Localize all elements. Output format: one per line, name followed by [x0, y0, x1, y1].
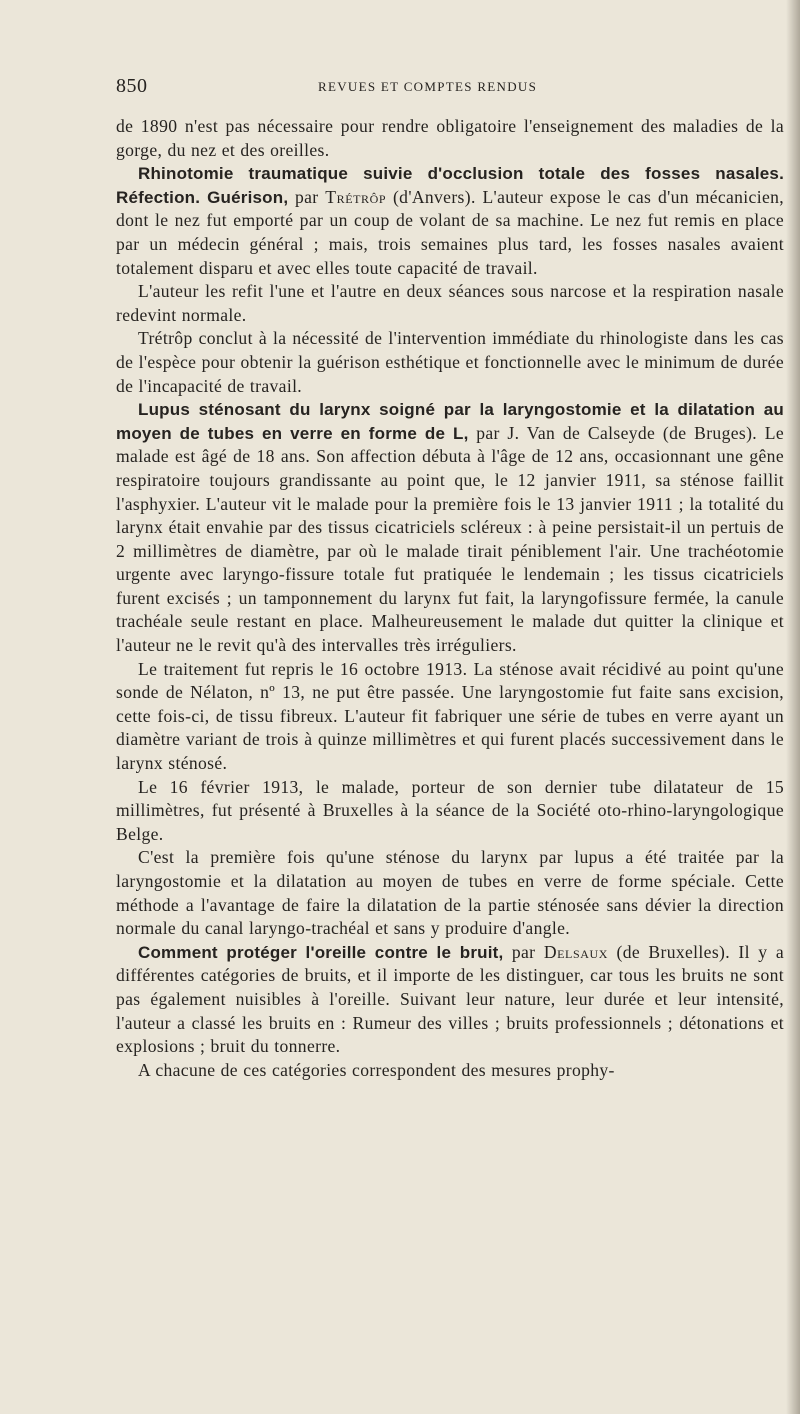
- page-number: 850: [116, 75, 148, 97]
- paragraph: A chacune de ces catégories correspondent des mesures prophy-: [138, 1059, 615, 1080]
- article-heading: Comment protéger l'oreille contre le bruit,: [138, 942, 504, 962]
- paragraph: Le traitement fut repris le 16 octobre 1913. La sténose avait récidivé au point qu'une sonde de Nélaton, nº 13, ne put être passée. Une laryngostomie fut faite sans excision, cette fois-ci, de tissu fibreux. L'auteur fit fabriquer une série de tubes en verre ayant un diamètre variant de trois à quinze millimètres et qui furent placés successivement dans le larynx sténosé.: [116, 658, 784, 774]
- running-head: [116, 74, 784, 98]
- paragraph: Trétrôp conclut à la nécessité de l'intervention immédiate du rhinologiste dans les cas de l'espèce pour obtenir la guérison esthétique et fonctionnelle avec le minimum de durée de l'incapacité de travail.: [116, 328, 784, 396]
- running-title: REVUES ET COMPTES RENDUS: [318, 79, 538, 94]
- paragraph: C'est la première fois qu'une sténose du larynx par lupus a été traitée par la laryngostomie et la dilatation au moyen de tubes en verre de forme spéciale. Cette méthode a l'avantage de faire la dilatation de la partie sténosée sans dévier la direction normale du canal laryngo-trachéal et sans y produire d'angle.: [116, 847, 784, 939]
- paragraph-lupus: Lupus sténosant du larynx soigné par la laryngostomie et la dilatation au moyen de tubes en verre en forme de L, par J. Van de Calseyde (de Bruges). Le malade est âgé de 18 ans. Son affection débuta à l'âge de 12 ans, occasionnant une gêne respiratoire toujours grandissante au point que, le 12 janvier 1911, sa sténose faillit l'asphyxier. L'auteur vit le malade pour la première fois le 13 janvier 1911 ; la totalité du larynx était envahie par des tissus cicatriciels scléreux : à peine persistait-il un pertuis de 2 millimètres de diamètre, par où le malade tirait péniblement l'air. Une trachéotomie urgente avec laryngo-fissure totale fut pratiquée le lendemain ; les tissus cicatriciels furent excisés ; un tamponnement du larynx fut fait, la laryngofissure fermée, la canule trachéale seule restant en place. Malheureusement le malade dut quitter la clinique et l'auteur ne le revit qu'à des intervalles très irréguliers.: [116, 400, 784, 656]
- scan-edge-shadow: [786, 0, 800, 1414]
- author-name: Delsaux: [543, 941, 609, 962]
- article-heading: Rhinotomie traumatique suivie d'occlusion totale des fosses nasales. Réfection. Guérison,: [116, 164, 784, 207]
- paragraph-continuation: de 1890 n'est pas nécessaire pour rendre obligatoire l'enseignement des maladies de la gorge, du nez et des oreilles.: [116, 116, 784, 160]
- paragraph: Le 16 février 1913, le malade, porteur de son dernier tube dilatateur de 15 millimètres, fut présenté à Bruxelles à la séance de la Société oto-rhino-laryngologique Belge.: [116, 776, 784, 844]
- author-name: Trétrôp: [325, 186, 387, 207]
- paragraph-rhinotomie: Rhinotomie traumatique suivie d'occlusion totale des fosses nasales. Réfection. Guérison, par Trétrôp (d'Anvers). L'auteur expose le cas d'un mécanicien, dont le nez fut emporté par un coup de volant de sa machine. Le nez fut remis en place par un médecin général ; mais, trois semaines plus tard, les fosses nasales avaient totalement disparu et avec elles toute capacité de travail.: [116, 164, 785, 278]
- article-heading: Lupus sténosant du larynx soigné par la laryngostomie et la dilatation au moyen de tubes en verre en forme de L,: [116, 400, 784, 443]
- body-text: [116, 115, 784, 1082]
- paragraph: L'auteur les refit l'une et l'autre en deux séances sous narcose et la respiration nasale redevint normale.: [116, 281, 784, 325]
- paragraph-oreille: Comment protéger l'oreille contre le bruit, par Delsaux (de Bruxelles). Il y a différentes catégories de bruits, et il importe de les distinguer, car tous les bruits ne sont pas également nuisibles à l'oreille. Suivant leur nature, leur durée et leur intensité, l'auteur a classé les bruits en : Rumeur des villes ; bruits professionnels ; détonations et explosions ; bruit du tonnerre.: [116, 941, 785, 1057]
